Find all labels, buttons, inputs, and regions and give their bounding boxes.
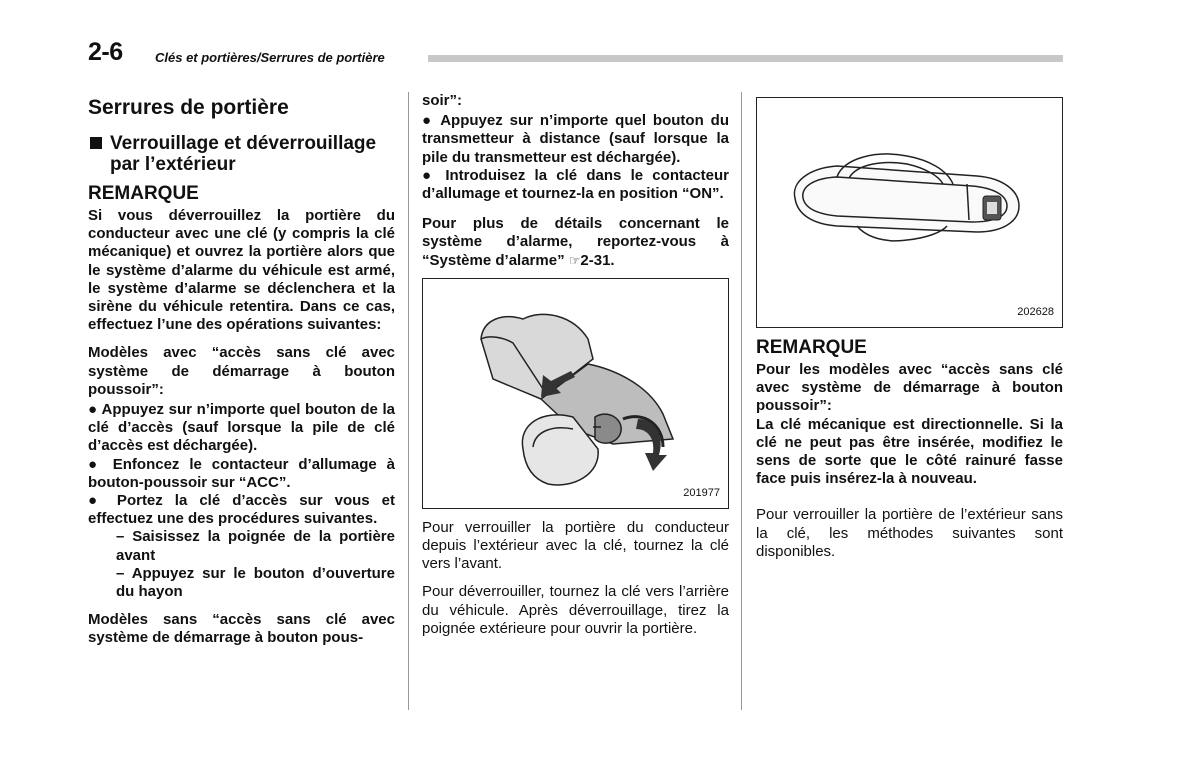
- key-turn-figure: [422, 278, 729, 509]
- keyless-item: ● Appuyez sur n’importe quel bouton de la clé d’accès (sauf lorsque la pile de clé d’accès est déchargée).: [88, 401, 395, 455]
- square-bullet-icon: [90, 137, 102, 149]
- dash-item: – Saisissez la poignée de la portière avant: [116, 528, 395, 564]
- subsection-heading: [88, 133, 395, 175]
- lock-paragraph: Pour verrouiller la portière du conducteur depuis l’extérieur avec la clé, tournez la clé vers l’avant.: [422, 518, 729, 573]
- note-heading: REMARQUE: [88, 183, 199, 204]
- page-heading: Serrures de portière: [88, 96, 289, 119]
- column-3: [756, 92, 1063, 561]
- lock-without-key-paragraph: Pour verrouiller la portière de l’extérieur sans la clé, les méthodes suivantes sont disponibles.: [756, 506, 1063, 560]
- column-separator-2: [741, 92, 742, 710]
- header-rule: [428, 55, 1063, 62]
- note-key-text: La clé mécanique est directionnelle. Si la clé ne peut pas être insérée, modifiez le sens de sorte que le côté rainuré fasse face puis insérez-la à nouveau.: [756, 415, 1063, 488]
- page-reference: 2-31.: [580, 251, 615, 269]
- nokeyless-heading: Modèles sans “accès sans clé avec système de démarrage à bouton pous-: [88, 611, 395, 647]
- unlock-paragraph: Pour déverrouiller, tournez la clé vers l’arrière du véhicule. Après déverrouillage, tirez la poignée extérieure pour ouvrir la portière.: [422, 583, 729, 637]
- door-lock-illustration: [423, 279, 728, 508]
- door-handle-figure: [756, 97, 1063, 328]
- alarm-item: ● Appuyez sur n’importe quel bouton du transmetteur à distance (sauf lorsque la pile du transmetteur est déchargée).: [422, 112, 729, 166]
- continued-text: soir”:: [422, 92, 463, 109]
- column-1: [88, 92, 395, 648]
- subsection-heading-text: Verrouillage et déverrouillage par l’extérieur: [110, 133, 377, 175]
- note-heading: REMARQUE: [756, 337, 867, 358]
- section-title: Clés et portières/Serrures de portière: [155, 50, 385, 65]
- keyless-item: ● Enfoncez le contacteur d’allumage à bouton-poussoir sur “ACC”.: [88, 455, 395, 491]
- figure-number: 201977: [683, 486, 720, 499]
- column-separator-1: [408, 92, 409, 710]
- keyless-heading: Modèles avec “accès sans clé avec système de démarrage à bouton poussoir”:: [88, 344, 395, 398]
- dash-item: – Appuyez sur le bouton d’ouverture du hayon: [116, 564, 395, 601]
- door-handle-illustration: [757, 98, 1062, 327]
- column-2: [422, 92, 729, 638]
- note-models-text: Pour les modèles avec “accès sans clé avec système de démarrage à bouton poussoir”:: [756, 361, 1063, 415]
- keyless-item: ● Portez la clé d’accès sur vous et effectuez une des procédures suivantes.: [88, 492, 395, 528]
- details-text-body: Pour plus de détails concernant le système d’alarme, reportez-vous à “Système d’alarme”: [422, 215, 729, 269]
- note-text: Si vous déverrouillez la portière du conducteur avec une clé (y compris la clé mécanique) et ouvrez la portière alors que le système d’alarme du véhicule est armé, le système d’alarme se déclenchera et la sirène du véhicule retentira. Dans ce cas, effectuez l’une des opérations suivantes:: [88, 207, 395, 334]
- details-text: [422, 215, 729, 270]
- page-reference-icon: ☞: [568, 252, 581, 268]
- page-number: 2-6: [88, 38, 123, 66]
- alarm-item: ● Introduisez la clé dans le contacteur d’allumage et tournez-la en position “ON”.: [422, 166, 729, 203]
- figure-number: 202628: [1017, 305, 1054, 318]
